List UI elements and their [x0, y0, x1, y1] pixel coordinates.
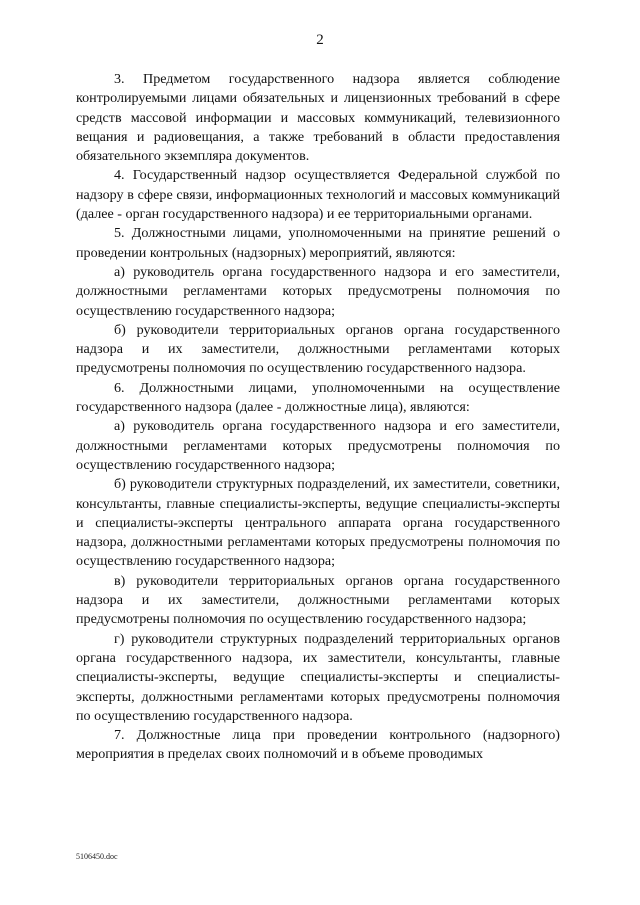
page-number: 2 [316, 32, 324, 48]
paragraph-5: 5. Должностными лицами, уполномоченными на принятие решений о проведении контрольных (надзорных) мероприятий, являются: [76, 225, 560, 261]
paragraph-7: 7. Должностные лица при проведении контрольного (надзорного) мероприятия в пределах своих полномочий и в объеме проводимых [76, 727, 560, 763]
paragraph-6v: в) руководители территориальных органов органа государственного надзора и их заместители, должностными регламентами которых предусмотрены полномочия по осуществлению государственного надзора; [76, 572, 560, 628]
paragraph-6a: а) руководитель органа государственного надзора и его заместители, должностными регламентами которых предусмотрены полномочия по осуществлению государственного надзора; [76, 418, 560, 473]
paragraph-5a: а) руководитель органа государственного надзора и его заместители, должностными регламентами которых предусмотрены полномочия по осуществлению государственного надзора; [76, 263, 560, 319]
paragraph-6b: б) руководители структурных подразделений, их заместители, советники, консультанты, главные специалисты-эксперты, ведущие специалисты-эксперты и специалисты-эксперты центрального аппарата органа государственного надзора, должностными регламентами которых предусмотрены полномочия по осуществлению государственного надзора; [76, 476, 560, 570]
paragraph-6g: г) руководители структурных подразделений территориальных органов органа государственного надзора, их заместители, консультанты, главные специалисты-эксперты, ведущие специалисты-эксперты и специалисты-эксперты, должностными регламентами которых предусмотрены полномочия по осуществлению государственного надзора. [76, 630, 560, 724]
paragraph-5b: б) руководители территориальных органов органа государственного надзора и их заместители, должностными регламентами которых предусмотрены полномочия по осуществлению государственного надзора. [76, 321, 560, 377]
footer-filename: 5106450.doc [76, 852, 118, 861]
document-body [76, 70, 560, 765]
paragraph-4: 4. Государственный надзор осуществляется Федеральной службой по надзору в сфере связи, информационных технологий и массовых коммуникаций (далее - орган государственного надзора) и ее территориальными органами. [76, 167, 560, 223]
paragraph-3: 3. Предметом государственного надзора является соблюдение контролируемыми лицами обязательных и лицензионных требований в сфере средств массовой информации и массовых коммуникаций, телевизионного вещания и радиовещания, а также требований в области предоставления обязательного экземпляра документов. [76, 71, 560, 165]
paragraph-6: 6. Должностными лицами, уполномоченными на осуществление государственного надзора (далее - должностные лица), являются: [76, 379, 560, 416]
